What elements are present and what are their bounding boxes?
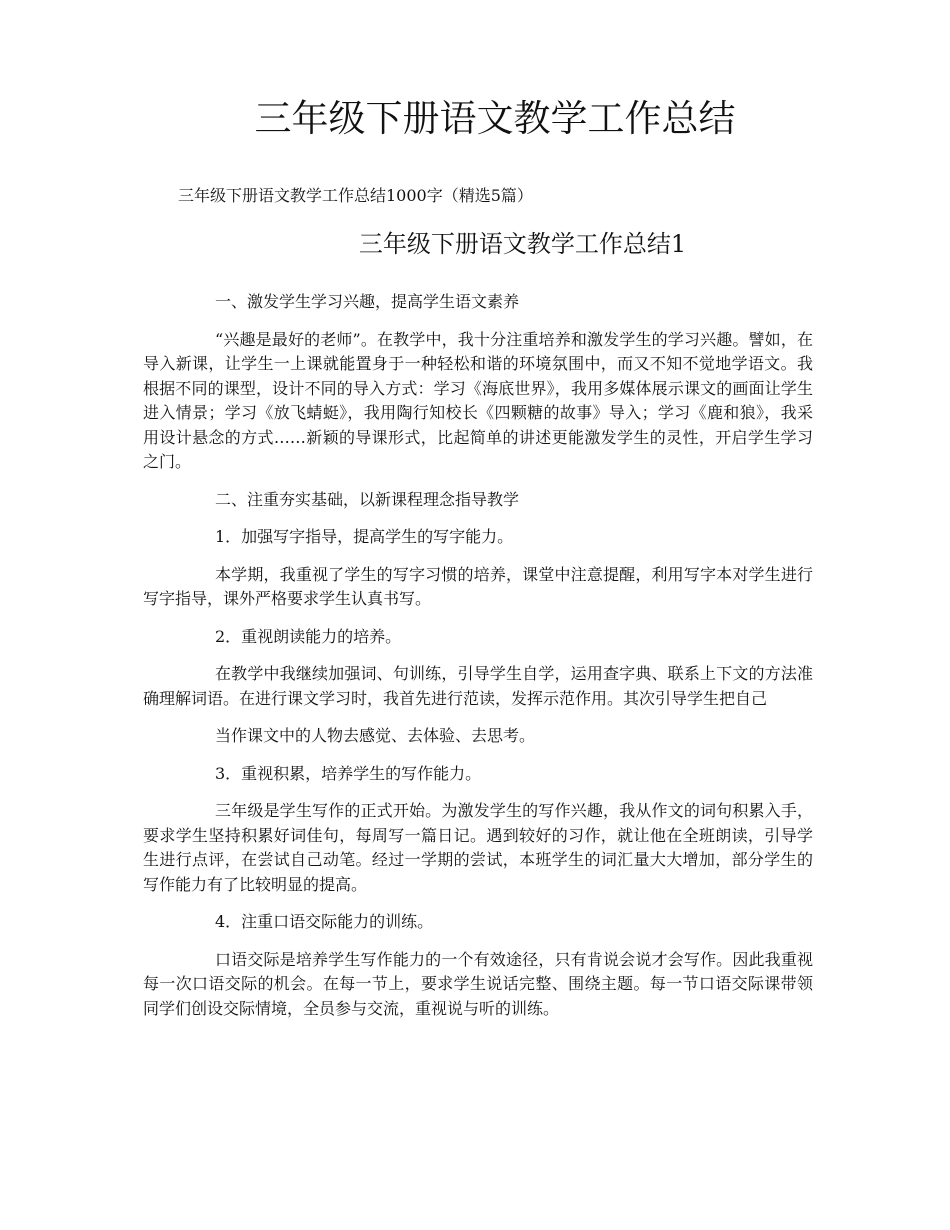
paragraph: 当作课文中的人物去感觉、去体验、去思考。 — [215, 726, 536, 745]
paragraph-subheading: 3．重视积累，培养学生的写作能力。 — [215, 763, 482, 783]
document-body — [143, 290, 813, 1034]
paragraph: 三年级是学生写作的正式开始。为激发学生的写作兴趣，我从作文的词句积累入手，要求学生坚持积累好词佳句，每周写一篇日记。遇到较好的习作，就让他在全班朗读，引导学生进行点评，在尝试自己动笔。经过一学期的尝试，本班学生的词汇量大大增加，部分学生的写作能力有了比较明显的提高。 — [143, 801, 813, 894]
paragraph: 口语交际是培养学生写作能力的一个有效途径，只有肯说会说才会写作。因此我重视每一次口语交际的机会。在每一节上，要求学生说话完整、围绕主题。每一节口语交际课带领同学们创设交际情境，全员参与交流，重视说与听的训练。 — [143, 949, 813, 1018]
paragraph: 在教学中我继续加强词、句训练，引导学生自学，运用查字典、联系上下文的方法准确理解词语。在进行课文学习时，我首先进行范读，发挥示范作用。其次引导学生把自己 — [143, 664, 813, 708]
document-subtitle: 三年级下册语文教学工作总结1000字（精选5篇） — [178, 186, 533, 205]
paragraph: 本学期，我重视了学生的写字习惯的培养，课堂中注意提醒，利用写字本对学生进行写字指导，课外严格要求学生认真书写。 — [143, 564, 813, 608]
paragraph-subheading: 4．注重口语交际能力的训练。 — [215, 912, 434, 931]
paragraph-heading-2: 二、注重夯实基础，以新课程理念指导教学 — [215, 489, 520, 509]
section-heading: 三年级下册语文教学工作总结1 — [358, 230, 687, 258]
paragraph: “兴趣是最好的老师”。在教学中，我十分注重培养和激发学生的学习兴趣。譬如，在导入新课，让学生一上课就能置身于一种轻松和谐的环境氛围中，而又不知不觉地学语文。我根据不同的课型，设计不同的导入方式：学习《海底世界》，我用多媒体展示课文的画面让学生进入情景；学习《放飞蜻蜓》，我用陶行知校长《四颗糖的故事》导入；学习《鹿和狼》，我采用设计悬念的方式……新颖的导课形式，比起简单的讲述更能激发学生的灵性，开启学生学习之门。 — [143, 329, 813, 471]
document-title: 三年级下册语文教学工作总结 — [254, 97, 736, 140]
paragraph-subheading: 2．重视朗读能力的培养。 — [215, 626, 402, 646]
paragraph-subheading: 1．加强写字指导，提高学生的写字能力。 — [215, 527, 514, 546]
paragraph-heading-1: 一、激发学生学习兴趣，提高学生语文素养 — [215, 292, 520, 311]
